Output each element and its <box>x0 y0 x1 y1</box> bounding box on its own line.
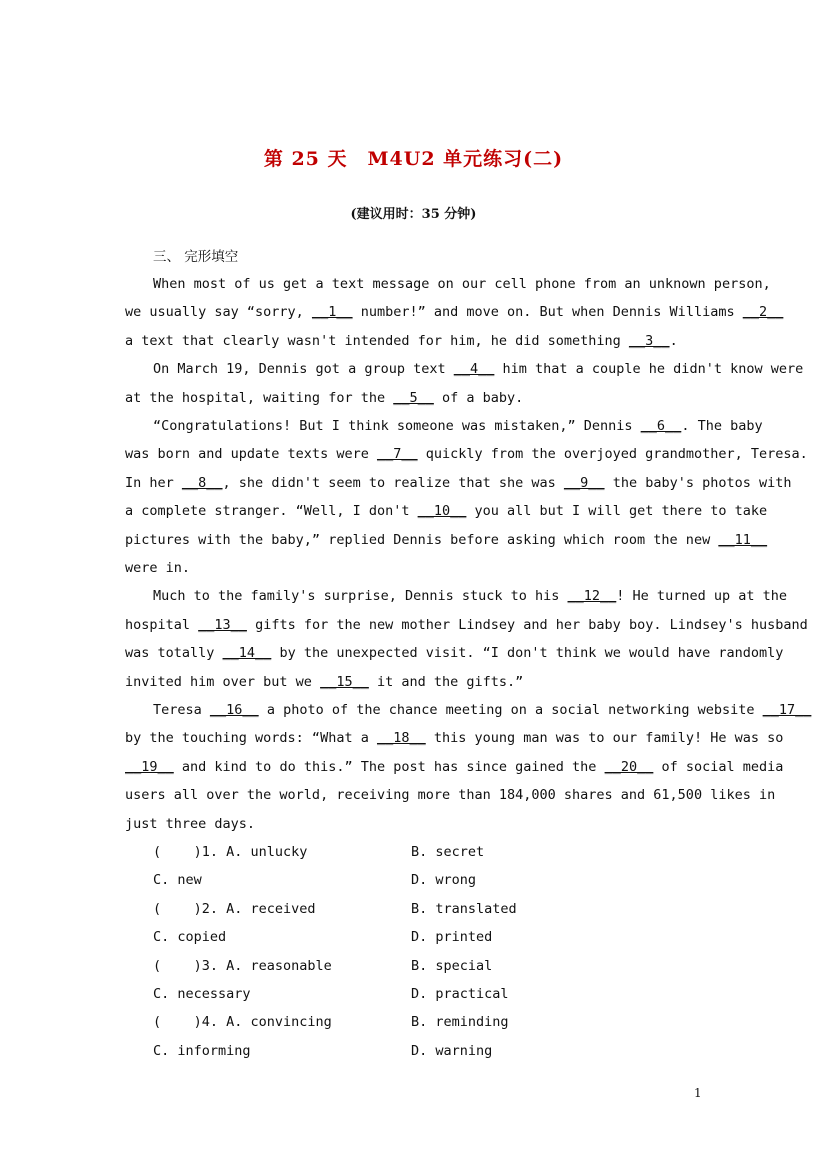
option-right: D. wrong <box>411 872 477 889</box>
passage-text: gifts for the new mother Lindsey and her baby boy. Lindsey's husband <box>246 616 808 633</box>
blank-number: __19__ <box>125 758 174 775</box>
passage-text: Teresa <box>153 702 210 718</box>
passage-line <box>125 302 783 322</box>
option-right: D. practical <box>411 986 509 1002</box>
time-suggestion: (建议用时：35 分钟) <box>350 207 477 222</box>
option-left: ( )4. A. convincing <box>153 1014 332 1031</box>
passage-text: . The baby <box>681 418 763 434</box>
passage-line <box>125 785 775 805</box>
passage-text: just three days. <box>125 815 256 832</box>
passage-line <box>125 757 783 777</box>
passage-text: pictures with the baby,” replied Dennis before asking which room the new <box>125 531 719 548</box>
passage-text: of social media <box>653 758 784 775</box>
passage-text: him that a couple he didn't know were <box>494 361 804 378</box>
passage-text: you all but I will get there to take <box>466 503 768 520</box>
passage-text: users all over the world, receiving more than 184,000 shares and 61,500 likes in <box>125 787 776 804</box>
passage-line <box>125 388 523 408</box>
passage-line <box>125 558 190 578</box>
passage-line <box>125 643 783 663</box>
passage-text: In her <box>125 474 182 491</box>
blank-number: __10__ <box>417 503 467 520</box>
blank-number: __16__ <box>209 702 259 718</box>
option-right: B. translated <box>411 900 517 917</box>
passage-text: , she didn't seem to realize that she was <box>222 474 564 491</box>
blank-number: __14__ <box>222 645 272 662</box>
passage-text: was totally <box>125 645 223 662</box>
passage-text: Much to the family's surprise, Dennis stuck to his <box>153 588 568 605</box>
passage-line <box>153 416 763 436</box>
page-number: 1 <box>694 1086 702 1100</box>
option-left: C. copied <box>153 929 227 946</box>
blank-number: __3__ <box>628 332 670 349</box>
option-left: C. informing <box>153 1042 251 1059</box>
option-right: D. printed <box>411 929 493 946</box>
passage-text: we usually say “sorry, <box>125 304 312 321</box>
option-left: C. necessary <box>153 986 251 1002</box>
blank-number: __12__ <box>567 588 617 605</box>
passage-text: at the hospital, waiting for the <box>125 389 394 406</box>
blank-number: __5__ <box>393 389 434 406</box>
passage-text: was born and update texts were <box>125 446 377 463</box>
passage-text: a text that clearly wasn't intended for him, he did something <box>125 332 629 349</box>
passage-line <box>153 274 771 294</box>
passage-line <box>125 530 767 550</box>
blank-number: __17__ <box>762 702 812 718</box>
passage-text: On March 19, Dennis got a group text <box>153 361 454 378</box>
blank-number: __1__ <box>311 304 353 321</box>
passage-text: by the touching words: “What a <box>125 730 377 747</box>
option-right: B. secret <box>411 844 485 860</box>
passage-line <box>125 501 767 521</box>
blank-number: __6__ <box>640 418 682 434</box>
blank-number: __18__ <box>376 730 426 747</box>
passage-text: a photo of the chance meeting on a social networking website <box>258 702 763 718</box>
blank-number: __7__ <box>376 446 418 463</box>
passage-text: When most of us get a text message on our cell phone from an unknown person, <box>153 276 771 292</box>
passage-line <box>125 672 523 692</box>
passage-line <box>125 473 792 493</box>
passage-text: hospital <box>125 616 199 633</box>
passage-line <box>153 586 787 606</box>
blank-number: __13__ <box>198 616 247 633</box>
option-right: B. reminding <box>411 1014 509 1031</box>
passage-text: invited him over but we <box>125 673 321 690</box>
passage-line <box>125 331 678 351</box>
option-left: C. new <box>153 872 202 889</box>
passage-text: “Congratulations! But I think someone was mistaken,” Dennis <box>153 418 641 434</box>
option-left: ( )1. A. unlucky <box>153 844 308 860</box>
passage-text: . <box>669 332 678 349</box>
passage-text: and kind to do this.” The post has since gained the <box>173 758 605 775</box>
passage-text: were in. <box>125 560 191 576</box>
passage-line <box>153 700 811 720</box>
passage-text: quickly from the overjoyed grandmother, Teresa. <box>417 446 808 463</box>
blank-number: __8__ <box>181 474 223 491</box>
passage-text: by the unexpected visit. “I don't think we would have randomly <box>271 645 784 662</box>
passage-text: it and the gifts.” <box>368 673 524 690</box>
passage-text: ! He turned up at the <box>616 588 787 605</box>
option-right: D. warning <box>411 1042 493 1059</box>
blank-number: __20__ <box>604 758 654 775</box>
option-left: ( )2. A. received <box>153 900 316 917</box>
passage-text: of a baby. <box>433 389 524 406</box>
passage-text: this young man was to our family! He was so <box>425 730 784 747</box>
passage-line <box>125 814 255 834</box>
page-title: 第 25 天 M4U2 单元练习(二) <box>263 148 564 170</box>
passage-text: a complete stranger. “Well, I don't <box>125 503 418 520</box>
blank-number: __9__ <box>563 474 605 491</box>
blank-number: __15__ <box>320 673 369 690</box>
passage-line <box>125 444 808 464</box>
section-heading: 三、 完形填空 <box>153 249 239 265</box>
passage-line <box>125 615 808 635</box>
passage-text: number!” and move on. But when Dennis Williams <box>352 304 743 321</box>
option-right: B. special <box>411 957 493 974</box>
blank-number: __4__ <box>453 361 495 378</box>
passage-line <box>125 728 783 748</box>
passage-line <box>153 359 803 379</box>
passage-text: the baby's photos with <box>604 474 792 491</box>
blank-number: __2__ <box>742 304 784 321</box>
blank-number: __11__ <box>718 531 768 548</box>
option-left: ( )3. A. reasonable <box>153 957 332 974</box>
